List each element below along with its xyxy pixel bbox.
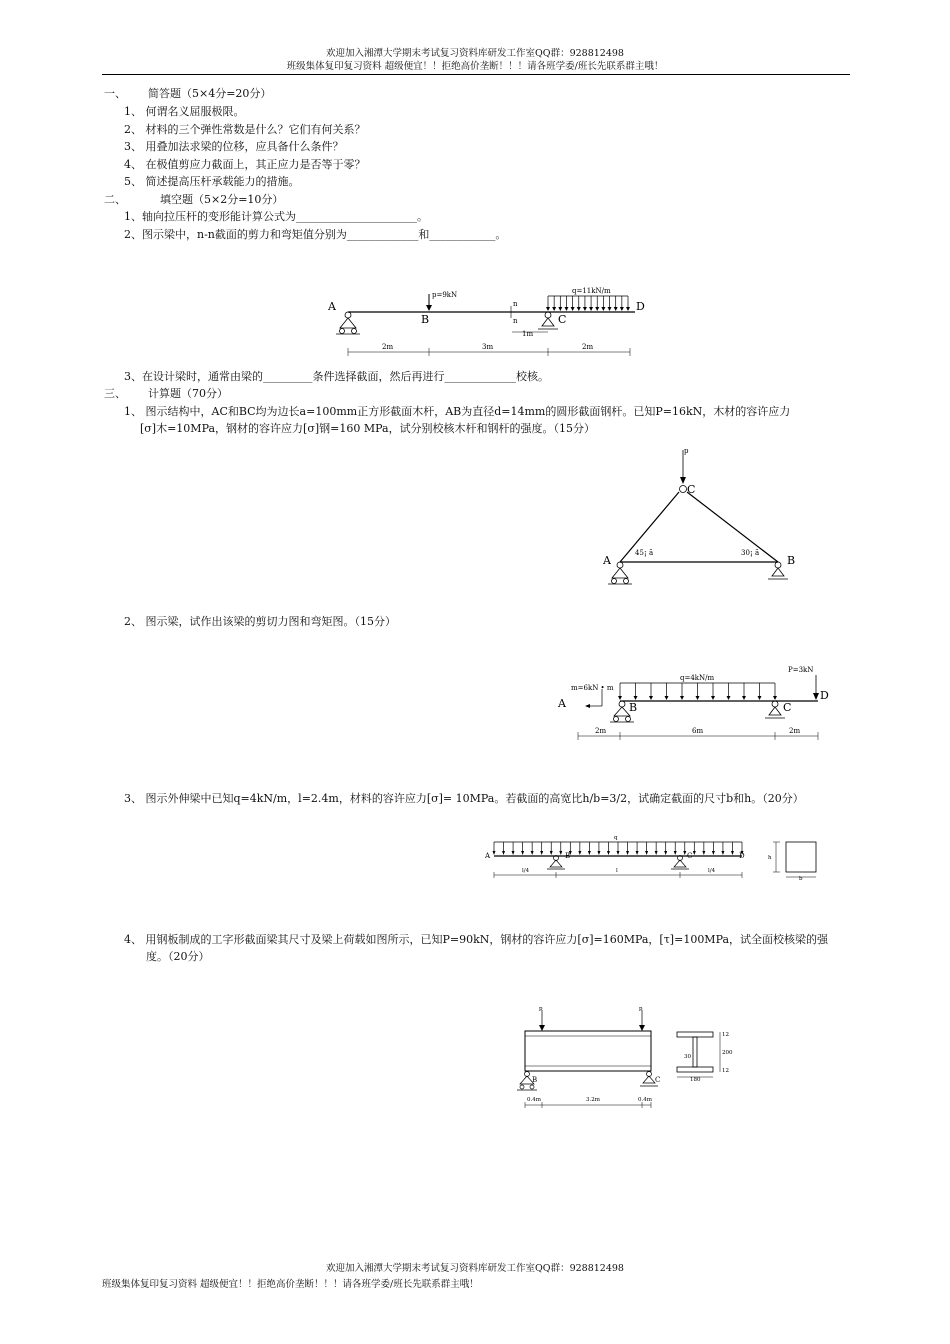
truss-angle-b: 30¡ ã	[741, 549, 760, 557]
q4-dim-t1: 12	[722, 1032, 729, 1038]
fig1-dim-2m-right: 2m	[582, 343, 594, 351]
q2-label-d: D	[820, 689, 829, 702]
q4-dim-3-2m: 3.2m	[586, 1097, 600, 1103]
load-arrow-head	[552, 307, 556, 311]
fig1-distributed-load-arrows	[546, 296, 630, 311]
figure-beam-q2	[550, 660, 850, 745]
section1-number: 一、	[104, 87, 126, 100]
load-arrow-head	[727, 696, 731, 700]
q1-text-line2: [σ]木=10MPa，钢材的容许应力[σ]钢=160 MPa，试分别校核木杆和钢杆的强度。（15分）	[140, 422, 596, 435]
load-arrow-head	[721, 851, 724, 855]
q3-load-q: q	[614, 835, 618, 841]
load-arrow-head	[731, 851, 734, 855]
load-arrow-head	[636, 851, 639, 855]
q3-dim-l4-right: l/4	[708, 868, 716, 874]
load-arrow-head	[634, 696, 638, 700]
load-arrow-head	[712, 851, 715, 855]
load-arrow-head	[696, 696, 700, 700]
header-line-1: 欢迎加入湘潭大学期末考试复习资料库研发工作室QQ群：928812498	[326, 48, 624, 59]
load-arrow-head	[558, 307, 562, 311]
load-arrow-head	[607, 851, 610, 855]
figure-beam-q3	[480, 832, 830, 882]
section1-title: 简答题（5×4分=20分）	[148, 87, 272, 100]
q2-label-c: C	[783, 701, 792, 714]
q4-beam-body	[525, 1031, 651, 1071]
q4-dim-h: 200	[722, 1050, 733, 1056]
fig1-load-p: p=9kN	[432, 291, 458, 299]
load-arrow-head	[758, 696, 762, 700]
load-arrow-head	[550, 851, 553, 855]
load-arrow-head	[608, 307, 612, 311]
load-arrow-head	[620, 307, 624, 311]
truss-support-a	[608, 562, 632, 584]
load-arrow-head	[617, 851, 620, 855]
load-arrow-head	[531, 851, 534, 855]
q4-load-p1: p	[539, 1006, 543, 1012]
q2-dim-2m-left: 2m	[595, 727, 607, 735]
q2-distributed-load-arrows	[618, 683, 777, 700]
fig1-label-b: B	[421, 313, 430, 326]
load-arrow-head	[674, 851, 677, 855]
section1-item-3: 3、 用叠加法求梁的位移，应具备什么条件？	[124, 140, 344, 153]
load-arrow-head	[571, 307, 575, 311]
load-arrow-head	[711, 696, 715, 700]
header-line-2: 班级集体复印复习资料 超级便宜！！拒绝高价垄断！！！请各班学委/班长先联系群主哦！	[286, 61, 664, 72]
truss-label-a: A	[603, 554, 611, 567]
q3-cross-section	[786, 842, 816, 872]
fig1-dim-1m: 1m	[522, 330, 534, 338]
footer-line-1: 欢迎加入湘潭大学期末考试复习资料库研发工作室QQ群：928812498	[326, 1263, 624, 1274]
fig1-load-q: q=11kN/m	[572, 287, 611, 295]
truss-support-b	[768, 562, 788, 579]
q4-label-b: B	[532, 1076, 538, 1084]
load-arrow-head	[546, 307, 550, 311]
section3-number: 三、	[104, 387, 126, 400]
section2-number: 二、	[104, 193, 126, 206]
load-arrow-head	[742, 696, 746, 700]
q2-dim-2m-right: 2m	[789, 727, 801, 735]
load-arrow-head	[577, 307, 581, 311]
load-arrow-head	[540, 851, 543, 855]
load-arrow-head	[601, 307, 605, 311]
fig1-n-top: n	[513, 300, 518, 308]
section3-title: 计算题（70分）	[148, 387, 228, 400]
load-arrow-head	[589, 307, 593, 311]
q4-dim-0-4m-right: 0.4m	[638, 1097, 652, 1103]
q4-text-line2: 度。（20分）	[146, 950, 210, 963]
q3-dim-l4-left: l/4	[522, 868, 530, 874]
header-rule	[102, 74, 850, 75]
load-arrow-head	[614, 307, 618, 311]
load-arrow-head	[559, 851, 562, 855]
q4-load-p2: p	[639, 1006, 643, 1012]
load-arrow-head	[597, 851, 600, 855]
load-arrow-head	[664, 851, 667, 855]
section1-item-1: 1、 何谓名义屈服极限。	[124, 105, 245, 118]
truss-load-p: p	[684, 447, 689, 455]
figure-truss	[595, 442, 805, 592]
load-arrow-head	[665, 696, 669, 700]
load-arrow-head	[502, 851, 505, 855]
q2-label-b: B	[629, 701, 638, 714]
footer-line-2: 班级集体复印复习资料 超级便宜！！拒绝高价垄断！！！请各班学委/班长先联系群主哦！	[102, 1279, 479, 1290]
q3-support-b	[547, 856, 565, 870]
fig1-dim-3m: 3m	[482, 343, 494, 351]
load-arrow-head	[680, 696, 684, 700]
q2-dim-6m: 6m	[692, 727, 704, 735]
q4-label-c: C	[655, 1076, 661, 1084]
q3-label-a: A	[485, 852, 491, 860]
load-arrow-head	[773, 696, 777, 700]
truss-label-c: C	[687, 483, 696, 496]
load-arrow-head	[588, 851, 591, 855]
load-arrow-head	[683, 851, 686, 855]
section1-item-4: 4、 在极值剪应力截面上，其正应力是否等于零？	[124, 158, 366, 171]
q3-section-h: h	[768, 855, 772, 861]
load-arrow-head	[521, 851, 524, 855]
load-arrow-head	[702, 851, 705, 855]
load-arrow-head	[626, 851, 629, 855]
load-arrow-head	[626, 307, 630, 311]
load-arrow-head	[693, 851, 696, 855]
q3-text: 3、 图示外伸梁中已知q=4kN/m，l=2.4m，材料的容许应力[σ]= 10MPa。若截面的高宽比h/b=3/2，试确定截面的尺寸b和h。（20分）	[124, 792, 804, 805]
fig1-dim-2m-left: 2m	[382, 343, 394, 351]
q3-label-b: B	[565, 852, 571, 860]
fig1-support-c	[538, 312, 558, 329]
section2-item-2: 2、图示梁中，n-n截面的剪力和弯矩值分别为_____________和____________。	[124, 228, 507, 241]
load-arrow-head	[564, 307, 568, 311]
truss-label-b: B	[787, 554, 796, 567]
q3-label-d: D	[739, 852, 745, 860]
q4-dim-0-4m-left: 0.4m	[527, 1097, 541, 1103]
q4-dim-t2: 12	[722, 1068, 729, 1074]
load-arrow-head	[493, 851, 496, 855]
fig1-label-d: D	[636, 300, 645, 313]
q2-label-a: A	[558, 697, 566, 710]
section2-title: 填空题（5×2分=10分）	[160, 193, 284, 206]
q3-distributed-load-arrows	[493, 842, 744, 855]
q3-section-b: b	[799, 876, 803, 882]
load-arrow-head	[578, 851, 581, 855]
load-arrow-head	[645, 851, 648, 855]
fig1-label-c: C	[558, 313, 567, 326]
q2-moment-m: m=6kN • m	[571, 684, 614, 692]
truss-angle-a: 45¡ ã	[635, 549, 654, 557]
load-arrow-head	[649, 696, 653, 700]
figure-beam-nn	[320, 282, 660, 362]
load-arrow-head	[595, 307, 599, 311]
section2-item-3: 3、在设计梁时，通常由梁的_________条件选择截面，然后再进行_____________校核。	[124, 370, 549, 383]
section1-item-2: 2、 材料的三个弹性常数是什么？它们有何关系？	[124, 123, 366, 136]
q2-support-c	[765, 701, 785, 718]
fig1-n-bot: n	[513, 317, 518, 325]
q4-dim-w: 30	[684, 1054, 691, 1060]
q4-i-section	[677, 1032, 713, 1072]
q1-text-line1: 1、 图示结构中，AC和BC均为边长a=100mm正方形截面木杆，AB为直径d=14mm的圆形截面钢杆。已知P=16kN，木材的容许应力	[124, 405, 791, 418]
q2-load-p: P=3kN	[788, 666, 814, 674]
q3-dim-l: l	[616, 868, 618, 874]
q2-text: 2、 图示梁，试作出该梁的剪切力图和弯矩图。（15分）	[124, 615, 396, 628]
q2-load-q: q=4kN/m	[680, 674, 715, 682]
section2-item-1: 1、轴向拉压杆的变形能计算公式为______________________。	[124, 210, 428, 223]
load-arrow-head	[512, 851, 515, 855]
load-arrow-head	[583, 307, 587, 311]
q3-label-c: C	[687, 852, 693, 860]
section1-item-5: 5、 简述提高压杆承载能力的措施。	[124, 175, 300, 188]
q4-dim-b: 180	[690, 1077, 701, 1083]
load-arrow-head	[655, 851, 658, 855]
fig1-support-a	[336, 312, 360, 334]
load-arrow-head	[618, 696, 622, 700]
q4-text-line1: 4、 用钢板制成的工字形截面梁其尺寸及梁上荷载如图所示，已知P=90kN，钢材的容许应力[σ]=160MPa，[τ]=100MPa，试全面校核梁的强	[124, 933, 829, 946]
fig1-label-a: A	[328, 300, 336, 313]
figure-ibeam-q4	[515, 1002, 745, 1112]
